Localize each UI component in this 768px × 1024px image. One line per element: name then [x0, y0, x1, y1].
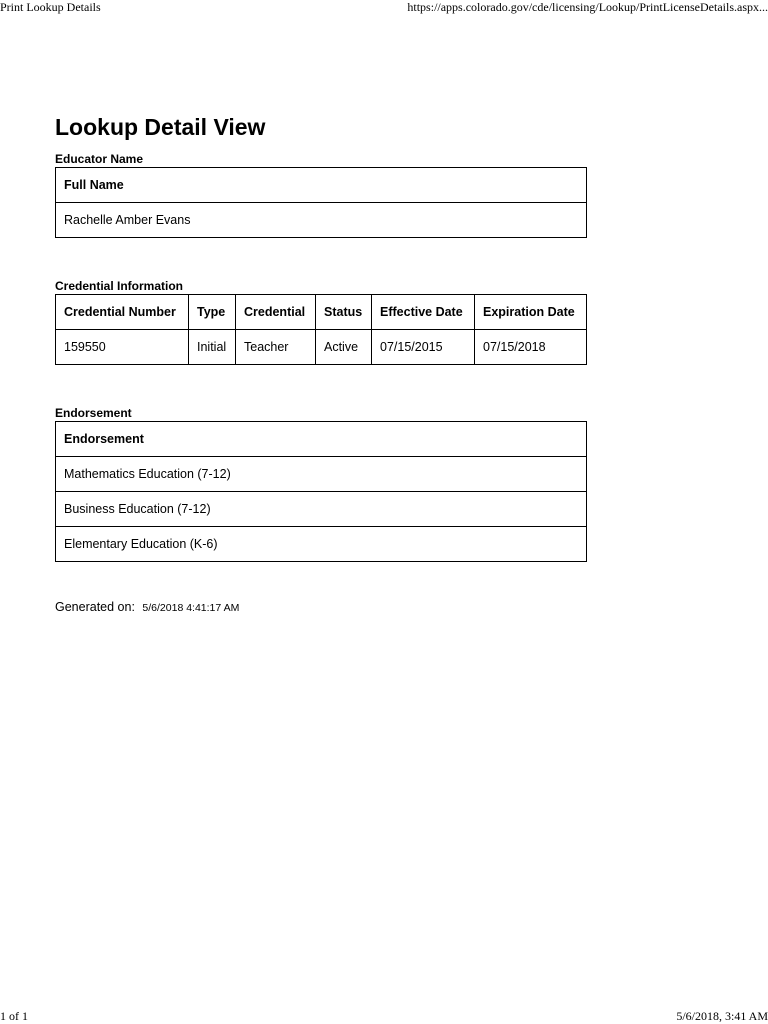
table-row — [56, 527, 587, 562]
expiration-date-cell: 07/15/2018 — [475, 330, 587, 365]
type-cell: Initial — [189, 330, 236, 365]
table-row — [56, 492, 587, 527]
full-name-value: Rachelle Amber Evans — [56, 203, 587, 238]
effective-date-header: Effective Date — [372, 295, 475, 330]
effective-date-cell: 07/15/2015 — [372, 330, 475, 365]
endorsement-item: Elementary Education (K-6) — [56, 527, 587, 562]
endorsement-item: Mathematics Education (7-12) — [56, 457, 587, 492]
educator-name-table — [55, 167, 587, 238]
credential-info-table — [55, 294, 587, 365]
status-header: Status — [316, 295, 372, 330]
full-name-header: Full Name — [56, 168, 587, 203]
credential-cell: Teacher — [236, 330, 316, 365]
endorsement-item: Business Education (7-12) — [56, 492, 587, 527]
generated-on-label: Generated on: — [55, 600, 135, 614]
credential-header-row — [56, 295, 587, 330]
status-cell: Active — [316, 330, 372, 365]
table-row — [56, 330, 587, 365]
print-footer-page: 1 of 1 — [0, 1009, 28, 1023]
endorsement-table — [55, 421, 587, 562]
generated-on — [55, 600, 587, 614]
endorsement-header: Endorsement — [56, 422, 587, 457]
endorsement-section-title: Endorsement — [55, 406, 132, 420]
generated-on-timestamp: 5/6/2018 4:41:17 AM — [142, 602, 240, 614]
expiration-date-header: Expiration Date — [475, 295, 587, 330]
page-title: Lookup Detail View — [55, 114, 266, 140]
print-header-title: Print Lookup Details — [0, 0, 101, 14]
table-row — [56, 457, 587, 492]
lookup-detail-content — [55, 112, 587, 614]
print-footer-datetime: 5/6/2018, 3:41 AM — [676, 1009, 768, 1023]
credential-info-section-title: Credential Information — [55, 279, 184, 293]
credential-number-header: Credential Number — [56, 295, 189, 330]
credential-number-cell: 159550 — [56, 330, 189, 365]
credential-header: Credential — [236, 295, 316, 330]
print-header-url: https://apps.colorado.gov/cde/licensing/Lookup/PrintLicenseDetails.aspx... — [407, 0, 768, 14]
type-header: Type — [189, 295, 236, 330]
educator-name-section-title: Educator Name — [55, 152, 144, 166]
